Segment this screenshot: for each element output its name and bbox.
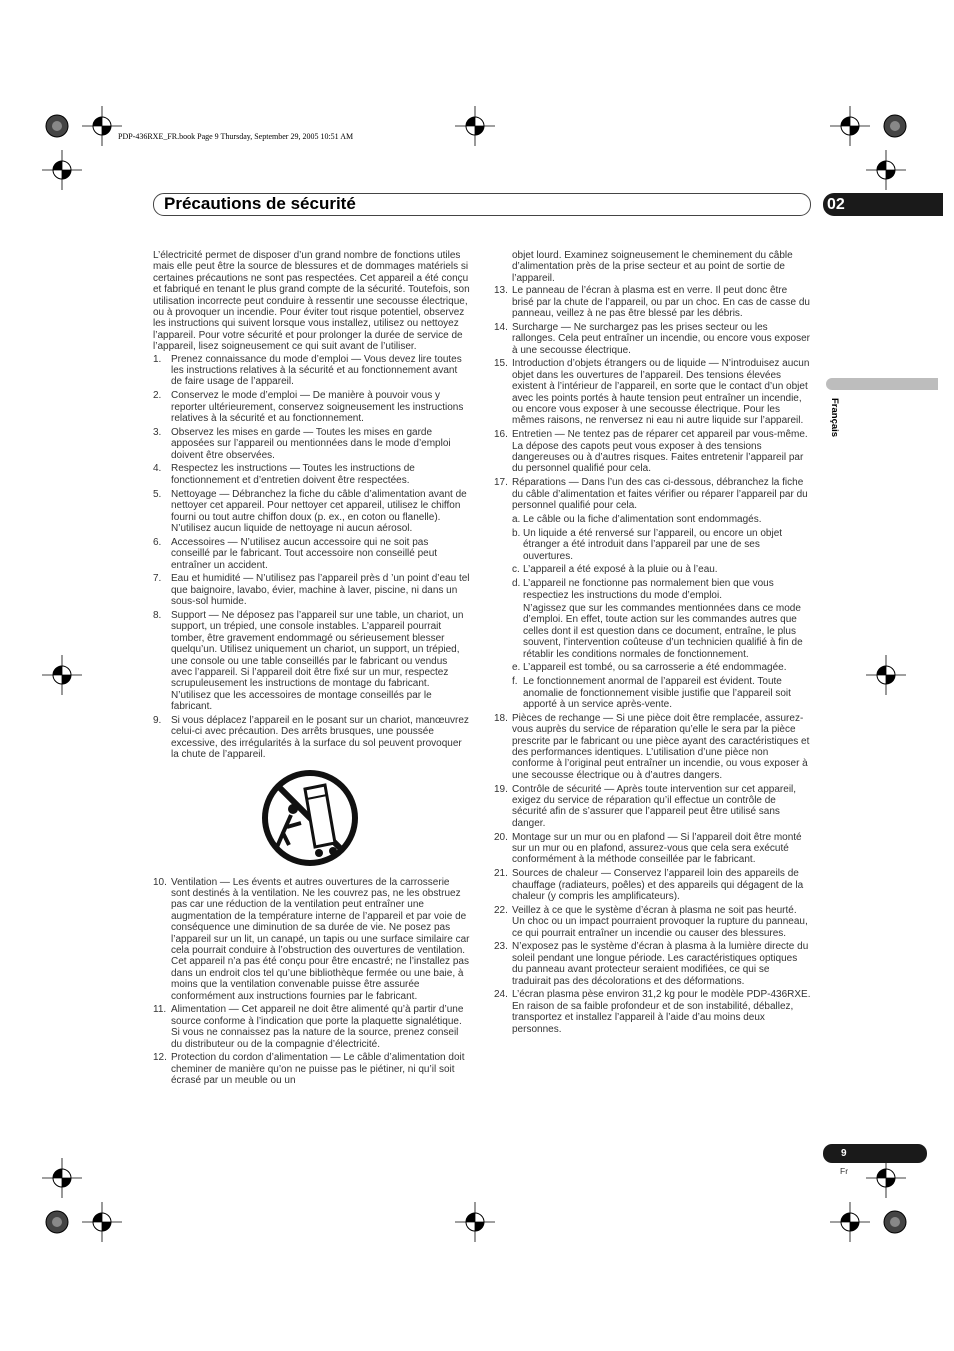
list-item-text: Alimentation — Cet appareil ne doit être alimenté qu’à partir d’une source conforme à l’indication que porte la plaquette signalétique. Si vous ne connaissez pas la nature de la source, prenez conseil du distributeur ou de la compagnie d’électricité. <box>171 1004 464 1050</box>
sub-list-item-note: N’agissez que sur les commandes mentionnées dans ce mode d’emploi. En effet, toute action sur les commandes autres que celles dont il est question dans ce document, entraîne, le plus souvent, l’intervention coûteuse d’un technicien qualifié à fin de rétablir les conditions normales de fonctionnement. <box>523 602 803 660</box>
cart-warning-icon <box>261 769 359 867</box>
list-item-number: 1. <box>153 353 162 365</box>
list-item <box>153 354 470 388</box>
sub-list-item <box>512 564 811 575</box>
sub-list-item <box>512 528 811 562</box>
list-item-text: Le panneau de l’écran à plasma est en verre. Il peut donc être brisé par la chute de l’appareil, ou par un choc. En cas de casse du panneau, veillez à ne pas être blessé par les débris. <box>512 285 810 320</box>
list-item <box>494 429 811 475</box>
sub-list-item-text: L’appareil a été exposé à la pluie ou à l’eau. <box>523 564 718 576</box>
sub-list-a-f <box>494 514 811 710</box>
sub-list-item-text: Le câble ou la fiche d’alimentation sont endommagés. <box>523 513 762 525</box>
list-item <box>494 784 811 830</box>
list-item-number: 16. <box>494 429 508 441</box>
list-item-text: Nettoyage — Débranchez la fiche du câble d’alimentation avant de nettoyer cet appareil. Pour nettoyer cet appareil, utilisez le chiffon fourni ou tout autre chiffon doux (p. ex., en coton ou flanelle). N’utilisez aucun liquide de nettoyage ni aucun aérosol. <box>171 488 467 534</box>
list-item-number: 7. <box>153 573 162 585</box>
list-item-number: 21. <box>494 868 508 880</box>
list-item-number: 8. <box>153 609 162 621</box>
sub-list-item-letter: f. <box>512 676 518 688</box>
list-item-text: Montage sur un mur ou en plafond — Si l’appareil doit être monté sur un mur ou en plafond, assurez-vous que cela sera exécuté conformément à la méthode conseillée par le fabricant. <box>512 831 802 866</box>
list-items-18-24 <box>494 713 811 1035</box>
list-item-text: Protection du cordon d’alimentation — Le câble d’alimentation doit cheminer de manière qu’on ne puisse pas le piétiner, ni qu’il soit écrasé par un meuble ou un <box>171 1052 465 1087</box>
sub-list-item <box>512 514 811 525</box>
list-item-number: 14. <box>494 321 508 333</box>
sub-list-item <box>512 578 811 660</box>
list-items-13-17 <box>494 285 811 511</box>
list-item <box>153 610 470 713</box>
list-item <box>494 989 811 1035</box>
list-item <box>153 537 470 571</box>
list-item <box>494 713 811 781</box>
list-item-text: Accessoires — N’utilisez aucun accessoire qui ne soit pas conseillé par le fabricant. Tout accessoire non conseillé peut entraîner un accident. <box>171 536 438 571</box>
list-item-number: 10. <box>153 876 167 888</box>
list-item-number: 19. <box>494 783 508 795</box>
list-item-number: 11. <box>153 1004 167 1016</box>
sub-list-item-text: Un liquide a été renversé sur l’appareil, ou encore un objet étranger a été introduit dans l’appareil par une de ses ouvertures. <box>523 527 783 562</box>
list-item <box>153 390 470 424</box>
continuation-paragraph: objet lourd. Examinez soigneusement le cheminement du câble d’alimentation près de la prise secteur et au point de sortie de l’appareil. <box>512 250 793 284</box>
list-item-number: 12. <box>153 1052 167 1064</box>
sub-list-item-letter: b. <box>512 527 521 539</box>
page-language: Fr <box>840 1166 849 1176</box>
list-item-text: Entretien — Ne tentez pas de réparer cet appareil par vous-même. La dépose des capots peut vous exposer à des tensions dangereuses ou à d’autres risques. Faites entretenir l’appareil par du personnel qualifié pour cela. <box>512 429 808 475</box>
chapter-number: 02 <box>823 193 943 216</box>
sub-list-item <box>512 676 811 710</box>
language-tab <box>826 378 938 390</box>
page-number: 9 <box>823 1144 927 1163</box>
list-item-text: Sources de chaleur — Conservez l’appareil loin des appareils de chauffage (radiateurs, poêles) et des appareils qui dégagent de la chaleur (y compris les amplificateurs). <box>512 868 804 902</box>
list-item-text: Introduction d’objets étrangers ou de liquide — N’introduisez aucun objet dans les ouvertures de l’appareil. Des tensions élevées existent à l’intérieur de l’appareil, en sorte que le contact d’un objet avec les points portés à haute tension peut entraîner un incendie, ou encore vous exposer à une secousse électrique. Pour les mêmes raisons, ne renversez ni eau ni autre liquide sur l’appareil. <box>512 358 810 427</box>
column-right <box>494 250 811 1037</box>
column-left <box>153 250 470 1089</box>
list-item <box>153 489 470 535</box>
list-item-text: L’écran plasma pèse environ 31,2 kg pour le modèle PDP-436RXE. En raison de sa faible profondeur et de son instabilité, déballez, transportez et installez l’appareil à l’aide d’au moins deux personnes. <box>512 989 811 1035</box>
list-item-text: Ventilation — Les évents et autres ouvertures de la carrosserie sont destinés à la ventilation. Ne les couvrez pas, ne les obstruez pas car une réduction de la ventilation peut entraîner une augmentation de la température interne de l’appareil et par voie de conséquence une diminution de sa durée de vie. Ne posez pas l’appareil sur un lit, un canapé, un tapis ou une surface similaire car cela pourrait conduire à l’obstruction des ouvertures de ventilation. Cet appareil n’a pas été conçu pour être encastré; ne l’installez pas dans un endroit clos tel qu’une bibliothèque fermée ou une baie, à moins que la ventilation convenable puisse être assurée conformément aux instructions fournies par le fabricant. <box>171 876 470 1002</box>
list-item-number: 9. <box>153 714 162 726</box>
list-item-number: 3. <box>153 426 162 438</box>
list-item <box>153 877 470 1002</box>
sub-list-item-letter: a. <box>512 513 521 525</box>
list-item <box>153 573 470 607</box>
list-item-number: 6. <box>153 536 162 548</box>
list-item-number: 18. <box>494 712 508 724</box>
page-title: Précautions de sécurité <box>164 194 356 213</box>
list-item-text: N’exposez pas le système d’écran à plasma à la lumière directe du soleil pendant une longue période. Les caractéristiques optiques du panneau avant protecteur seraient modifiées, ce qui se traduirait pas des décolorations et des déformations. <box>512 941 809 987</box>
list-item <box>494 832 811 866</box>
list-item-number: 22. <box>494 904 508 916</box>
list-item-number: 4. <box>153 463 162 475</box>
list-item-text: Veillez à ce que le système d’écran à plasma ne soit pas heurté. Un choc ou un impact pourraient provoquer la rupture du panneau, ce qui pourrait entraîner un incendie ou causer des blessures. <box>512 904 808 939</box>
list-item-number: 20. <box>494 831 508 843</box>
list-item-number: 2. <box>153 390 162 402</box>
list-item <box>494 868 811 902</box>
sub-list-item-text: L’appareil est tombé, ou sa carrosserie a été endommagée. <box>523 662 787 674</box>
list-items-10-12 <box>153 877 470 1087</box>
sub-list-item-letter: c. <box>512 564 520 576</box>
list-item-text: Conservez le mode d’emploi — De manière à pouvoir vous y reporter ultérieurement, conservez soigneusement les instructions relatives à la sécurité et au fonctionnement. <box>171 390 464 425</box>
sub-list-item <box>512 662 811 673</box>
intro-paragraph: L’électricité permet de disposer d’un grand nombre de fonctions utiles mais elle peut être la source de blessures et de dommages matériels si certaines précautions ne sont pas respectées. Cet appareil a été conçu et fabriqué en tenant le plus grand compte de la sécurité. Toutefois, son utilisation incorrecte peut conduire à ressentir une secousse électrique, ou à provoquer un incendie. Pour éviter tout risque potentiel, observez les instructions qui suivent lorsque vous installez, utilisez ou nettoyez l’appareil. Pour votre sécurité et pour prolonger la durée de service de l’appareil, lisez soigneusement ce qui suit avant de l’utiliser. <box>153 250 470 353</box>
list-items-1-9 <box>153 354 470 761</box>
list-item-text: Si vous déplacez l’appareil en le posant sur un chariot, manœuvrez celui-ci avec précaution. Des arrêts brusques, une poussée excessive, des irrégularités à la surface du sol peuvent provoquer la chute de l’appareil. <box>171 714 469 761</box>
sub-list-item-letter: d. <box>512 578 521 590</box>
list-item-number: 23. <box>494 941 508 953</box>
list-item-text: Observez les mises en garde — Toutes les mises en garde apposées sur l’appareil ou mentionnées dans le mode d’emploi doivent être observées. <box>171 426 451 461</box>
list-item <box>494 322 811 356</box>
list-item <box>153 427 470 461</box>
list-item-text: Contrôle de sécurité — Après toute intervention sur cet appareil, exigez du service de réparation qu’il effectue un contrôle de sécurité afin de s’assurer que l’appareil peut être utilisé sans danger. <box>512 783 797 829</box>
list-item <box>494 905 811 939</box>
sub-list-item-text: L’appareil ne fonctionne pas normalement bien que vous respectiez les instructions du mode d’emploi. <box>523 578 774 601</box>
list-item <box>494 358 811 426</box>
list-item-text: Pièces de rechange — Si une pièce doit être remplacée, assurez-vous auprès du service de réparation qu’elle le sera par la pièce prescrite par le fabricant ou une pièce ayant des caractéristiques et des performances identiques. L’utilisation d’une pièce non conforme à l’original peut entraîner un incendie, ou vous exposer à une secousse électrique ou à d’autres dangers. <box>512 712 810 781</box>
list-item-number: 5. <box>153 488 162 500</box>
list-item-number: 15. <box>494 358 508 370</box>
list-item <box>153 715 470 761</box>
print-info: PDP-436RXE_FR.book Page 9 Thursday, September 29, 2005 10:51 AM <box>118 132 354 141</box>
sub-list-item-text: Le fonctionnement anormal de l’appareil est évident. Toute anomalie de fonctionnement visible justifie que l’appareil soit apporté à un service après-vente. <box>523 676 791 710</box>
list-item-text: Eau et humidité — N’utilisez pas l’appareil près d ’un point d’eau tel que baignoire, lavabo, évier, machine à laver, piscine, ni dans un sous-sol humide. <box>171 573 470 608</box>
list-item-text: Support — Ne déposez pas l’appareil sur une table, un chariot, un support, un trépied, une console instables. L’appareil pourrait tomber, être gravement endommagé ou sérieusement blesser quelqu’un. Utilisez uniquement un chariot, un support, un trépied, une console ou une table conseillés par le fabricant ou vendus avec l’appareil. Si l’appareil doit être fixé sur un mur, respectez scrupuleusement les instructions de montage du fabricant. N’utilisez que les accessoires de montage conseillés par le fabricant. <box>171 609 464 713</box>
list-item-text: Respectez les instructions — Toutes les instructions de fonctionnement et d’entretien doivent être respectées. <box>171 463 415 486</box>
list-item-number: 17. <box>494 477 508 489</box>
list-item <box>153 463 470 486</box>
list-item-text: Prenez connaissance du mode d’emploi — Vous devez lire toutes les instructions relatives à la sécurité et au fonctionnement avant de faire usage de l’appareil. <box>171 353 462 388</box>
list-item-text: Réparations — Dans l’un des cas ci-dessous, débranchez la fiche du câble d’alimentation et faites vérifier ou réparer l’appareil par du personnel qualifié pour cela. <box>512 477 808 512</box>
list-item-number: 13. <box>494 285 508 297</box>
list-item <box>494 941 811 987</box>
list-item <box>494 477 811 511</box>
list-item-text: Surcharge — Ne surchargez pas les prises secteur ou les rallonges. Cela peut entraîner un incendie, ou encore vous exposer à une secousse électrique. <box>512 321 810 356</box>
language-label: Français <box>829 398 840 438</box>
list-item <box>153 1004 470 1050</box>
list-item <box>494 285 811 319</box>
list-item-number: 24. <box>494 989 508 1001</box>
sub-list-item-letter: e. <box>512 662 521 674</box>
list-item <box>153 1052 470 1086</box>
